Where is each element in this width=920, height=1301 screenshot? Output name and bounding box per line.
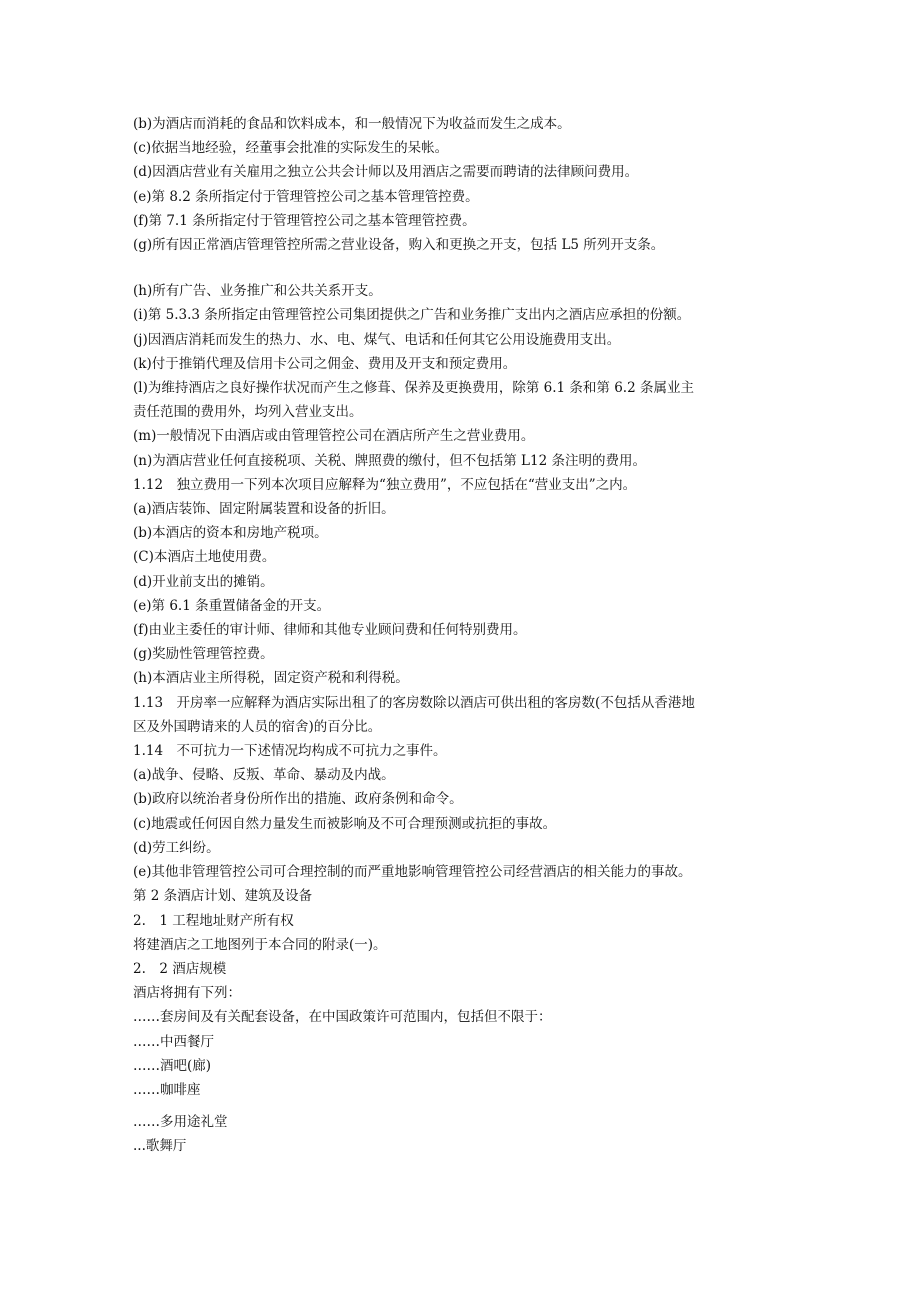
section-1-13-line-1: 1.13 开房率一应解释为酒店实际出租了的客房数除以酒店可供出租的客房数(不包括从香港地: [133, 694, 695, 711]
clause-f-management-fee: (f)第 7.1 条所指定付于管理管控公司之基本管理管控费。: [133, 212, 476, 229]
clause-c-land-use: (C)本酒店土地使用费。: [133, 549, 276, 566]
clause-e-management-fee: (e)第 8.2 条所指定付于管理管控公司之基本管理管控费。: [133, 188, 479, 205]
facility-bar: ……酒吧(廊): [133, 1057, 212, 1074]
section-1-13-line-2: 区及外国聘请来的人员的宿舍)的百分比。: [133, 718, 382, 735]
facility-cafe: ……咖啡座: [133, 1081, 201, 1098]
clause-h-owner-taxes: (h)本酒店业主所得税，固定资产税和利得税。: [133, 670, 409, 687]
facility-suites: ……套房间及有关配套设备，在中国政策许可范围内，包括但不限于：: [133, 1009, 552, 1026]
paragraph-spacer: [133, 1102, 793, 1110]
clause-n-taxes: (n)为酒店营业任何直接税项、关税、牌照费的缴付，但不包括第 L12 条注明的费用。: [133, 452, 646, 469]
force-majeure-a: (a)战争、侵略、反叛、革命、暴动及内战。: [133, 767, 395, 784]
section-2-1-heading: 2. 1 工程地址财产所有权: [133, 912, 294, 929]
clause-b-food-beverage: (b)为酒店而消耗的食品和饮料成本，和一般情况下为收益而发生之成本。: [133, 116, 571, 132]
force-majeure-e: (e)其他非管理管控公司可合理控制的而严重地影响管理管控公司经营酒店的相关能力的事故。: [133, 864, 692, 881]
facility-restaurants: ……中西餐厅: [133, 1033, 214, 1050]
force-majeure-d: (d)劳工纠纷。: [133, 839, 220, 856]
facility-dance-hall: ...歌舞厅: [133, 1138, 187, 1155]
clause-a-depreciation: (a)酒店装饰、固定附属装置和设备的折旧。: [133, 501, 395, 518]
clause-l-repairs-line-1: (l)为维持酒店之良好操作状况而产生之修葺、保养及更换费用，除第 6.1 条和第 6.2 条属业主: [133, 380, 694, 397]
force-majeure-c: (c)地震或任何因自然力量发生而被影响及不可合理预测或抗拒的事故。: [133, 815, 557, 832]
section-2-2-heading: 2. 2 酒店规模: [133, 960, 227, 977]
clause-i-group-advertising: (i)第 5.3.3 条所指定由管理管控公司集团提供之广告和业务推广支出内之酒店应承担的份额。: [133, 307, 691, 324]
clause-j-utilities: (j)因酒店消耗而发生的热力、水、电、煤气、电话和任何其它公用设施费用支出。: [133, 331, 621, 348]
clause-d-preopening: (d)开业前支出的摊销。: [133, 573, 274, 590]
clause-c-bad-debts: (c)依据当地经验，经董事会批准的实际发生的呆帐。: [133, 140, 449, 157]
document-body: [133, 112, 793, 1159]
section-2-2-intro: 酒店将拥有下列：: [133, 985, 241, 1002]
facility-auditorium: ……多用途礼堂: [133, 1114, 228, 1131]
force-majeure-b: (b)政府以统治者身份所作出的措施、政府条例和命令。: [133, 791, 463, 808]
clause-l-repairs-line-2: 责任范围的费用外，均列入营业支出。: [133, 404, 363, 421]
clause-m-operating-expenses: (m)一般情况下由酒店或由管理管控公司在酒店所产生之营业费用。: [133, 428, 535, 445]
clause-g-operating-equipment: (g)所有因正常酒店管理管控所需之营业设备，购入和更换之开支，包括 L5 所列开支条。: [133, 237, 665, 254]
clause-f-auditors: (f)由业主委任的审计师、律师和其他专业顾问费和任何特别费用。: [133, 622, 527, 639]
section-1-14-heading: 1.14 不可抗力一下述情况均构成不可抗力之事件。: [133, 743, 447, 760]
section-1-12-heading: 1.12 独立费用一下列本次项目应解释为“独立费用”，不应包括在“营业支出”之内。: [133, 476, 637, 493]
article-2-heading: 第 2 条酒店计划、建筑及设备: [133, 888, 313, 905]
clause-e-reserve: (e)第 6.1 条重置储备金的开支。: [133, 597, 331, 614]
paragraph-spacer: [133, 257, 793, 279]
clause-g-incentive-fee: (g)奖励性管理管控费。: [133, 646, 274, 663]
section-2-1-text: 将建酒店之工地图列于本合同的附录(一)。: [133, 936, 387, 953]
clause-h-advertising: (h)所有广告、业务推广和公共关系开支。: [133, 283, 382, 300]
clause-k-commissions: (k)付于推销代理及信用卡公司之佣金、费用及开支和预定费用。: [133, 355, 517, 372]
clause-d-accountant-legal: (d)因酒店营业有关雇用之独立公共会计师以及用酒店之需要而聘请的法律顾问费用。: [133, 164, 639, 181]
clause-b-capital-tax: (b)本酒店的资本和房地产税项。: [133, 525, 328, 542]
